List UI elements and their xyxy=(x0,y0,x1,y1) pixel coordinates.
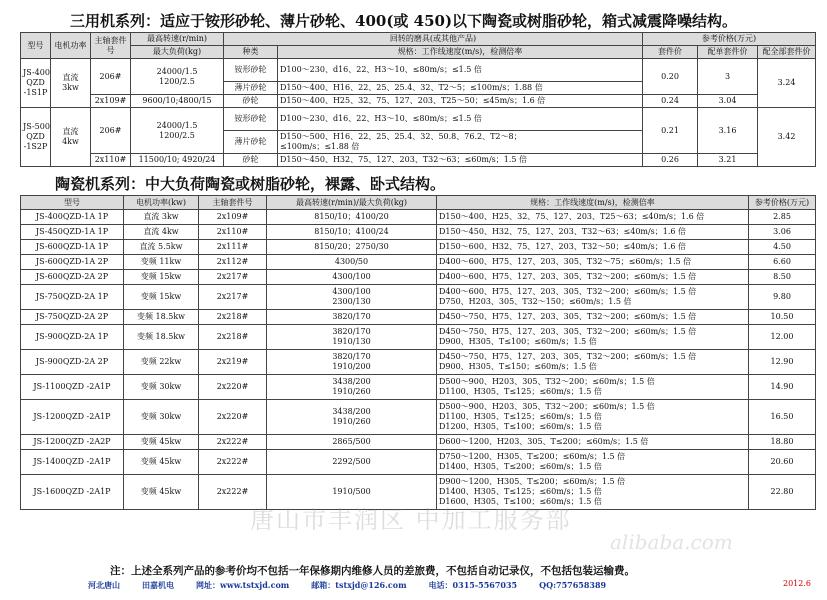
table2-row xyxy=(21,450,816,475)
price-cell: 14.90 xyxy=(749,375,816,400)
price-cell: 9.80 xyxy=(749,285,816,310)
model-cell: JS-1200QZD -2A1P xyxy=(21,400,124,435)
motor-cell: 变频 45kw xyxy=(124,475,199,510)
table1-title: 三用机系列：适应于铵形砂轮、薄片砂轮、400(或 450)以下陶瓷或树脂砂轮，箱式减震降噪结构。 xyxy=(70,12,738,30)
motor-cell: 变频 45kw xyxy=(124,435,199,450)
speed-load-cell: 24000/1.5 1200/2.5 xyxy=(131,59,224,95)
col-kind: 种类 xyxy=(224,46,278,59)
set-price-cell: 0.20 xyxy=(643,59,698,95)
speed-cell: 2292/500 xyxy=(267,450,437,475)
model-cell: JS-400 QZD -1S1P xyxy=(21,59,51,108)
kind-cell: 薄片砂轮 xyxy=(224,131,278,154)
motor-cell: 变频 11kw xyxy=(124,255,199,270)
model-cell: JS-1400QZD -2A1P xyxy=(21,450,124,475)
spec-cell: D150～600、H32、75、127、203、T32～50；≤40m/s；1.6 倍 xyxy=(437,240,749,255)
table2-row xyxy=(21,435,816,450)
motor-cell: 变频 15kw xyxy=(124,285,199,310)
spec-cell: D400～600、H75、127、203、305、T32～75；≤60m/s；1.5 倍 xyxy=(437,255,749,270)
table1-row xyxy=(21,108,816,131)
document-date: 2012.6 xyxy=(783,579,811,588)
contact-item: QQ:757658389 xyxy=(539,580,607,590)
spec-cell: D400～600、H75、127、203、305、T32～200；≤60m/s；1.5 倍 xyxy=(437,270,749,285)
speed-cell: 8150/20；2750/30 xyxy=(267,240,437,255)
col-model: 型号 xyxy=(21,33,51,59)
speed-cell: 8150/10；4100/24 xyxy=(267,225,437,240)
model-cell: JS-600QZD-1A 2P xyxy=(21,255,124,270)
price-cell: 12.90 xyxy=(749,350,816,375)
motor-cell: 变频 18.5kw xyxy=(124,310,199,325)
spec-cell: D100～230、d16、22、H3～10、≤80m/s；≤1.5 倍 xyxy=(278,59,643,82)
col-all-set-price: 配全部套件价 xyxy=(758,46,816,59)
model-cell: JS-500 QZD -1S2P xyxy=(21,108,51,167)
price-cell: 8.50 xyxy=(749,270,816,285)
spec-cell: D100～230、d16、22、H3～10、≤80m/s；≤1.5 倍 xyxy=(278,108,643,131)
table2-row xyxy=(21,210,816,225)
table2-row xyxy=(21,400,816,435)
spindle-cell: 2x219# xyxy=(199,350,267,375)
price-cell: 6.60 xyxy=(749,255,816,270)
spec-cell: D150～400、H25、32、75、127、203、T25～50；≤45m/s；1.6 倍 xyxy=(278,95,643,108)
spec-cell: D450～750、H75、127、203、305、T32～200；≤60m/s；1.5 倍 xyxy=(437,310,749,325)
model-cell: JS-900QZD-2A 1P xyxy=(21,325,124,350)
motor-cell: 变频 45kw xyxy=(124,450,199,475)
motor-cell: 变频 22kw xyxy=(124,350,199,375)
speed-cell: 4300/100 2300/130 xyxy=(267,285,437,310)
table2-header-4: 规格：工作线速度(m/s)，检测倍率 xyxy=(437,196,749,210)
kind-cell: 铵形砂轮 xyxy=(224,59,278,82)
spindle-cell: 2x218# xyxy=(199,325,267,350)
col-with-set-price: 配单套件价 xyxy=(698,46,758,59)
motor-cell: 直流 5.5kw xyxy=(124,240,199,255)
spec-cell: D150～400、H25、32、75、127、203、T25～63；≤40m/s；1.6 倍 xyxy=(437,210,749,225)
kind-cell: 砂轮 xyxy=(224,95,278,108)
table2-row xyxy=(21,270,816,285)
speed-cell: 1910/500 xyxy=(267,475,437,510)
spec-cell: D600～1200、H203、305、T≤200；≤60m/s；1.5 倍 xyxy=(437,435,749,450)
contact-item: 河北唐山 xyxy=(88,580,120,590)
col-spec: 规格：工作线速度(m/s)，检测倍率 xyxy=(278,46,643,59)
speed-load-cell: 11500/10; 4920/24 xyxy=(131,154,224,167)
col-abrasive: 回转的磨具(或其他产品) xyxy=(224,33,643,46)
watermark-site: alibaba.com xyxy=(610,530,733,554)
speed-cell: 3438/200 1910/260 xyxy=(267,375,437,400)
spec-cell: D150～500、H16、22、25、25.4、32、50.8、76.2、T2～8； ≤100m/s；≤1.88 倍 xyxy=(278,131,643,154)
col-set-price: 套件价 xyxy=(643,46,698,59)
motor-cell: 变频 18.5kw xyxy=(124,325,199,350)
spindle-cell: 206# xyxy=(91,59,131,95)
spec-cell: D750～1200、H305、T≤200；≤60m/s；1.5 倍 D1400、H305、T≤200；≤60m/s；1.5 倍 xyxy=(437,450,749,475)
footnote: 注：上述全系列产品的参考价均不包括一年保修期内维修人员的差旅费，不包括自动记录仪，不包括包装运输费。 xyxy=(110,565,635,577)
spec-cell: D450～750、H75、127、203、305、T32～200；≤60m/s；1.5 倍 D900、H305、T≤150；≤60m/s；1.5 倍 xyxy=(437,350,749,375)
motor-cell: 直流 4kw xyxy=(51,108,91,167)
speed-cell: 4300/50 xyxy=(267,255,437,270)
spec-cell: D450～750、H75、127、203、305、T32～200；≤60m/s；1.5 倍 D900、H305、T≤100；≤60m/s；1.5 倍 xyxy=(437,325,749,350)
contact-item: 网址：www.tstxjd.com xyxy=(196,580,290,590)
spec-cell: D900～1200、H305、T≤200；≤60m/s；1.5 倍 D1400、H305、T≤125；≤60m/s；1.5 倍 D1600、H305、T≤100；≤60m/s；1.5 倍 xyxy=(437,475,749,510)
model-cell: JS-750QZD-2A 1P xyxy=(21,285,124,310)
model-cell: JS-600QZD-1A 1P xyxy=(21,240,124,255)
table2-row xyxy=(21,325,816,350)
speed-load-cell: 24000/1.5 1200/2.5 xyxy=(131,108,224,154)
table2-row xyxy=(21,475,816,510)
col-motor: 电机功率 xyxy=(51,33,91,59)
table2-header-3: 最高转速(r/min)/最大负荷(kg) xyxy=(267,196,437,210)
col-spindle: 主轴套件号 xyxy=(91,33,131,59)
motor-cell: 变频 15kw xyxy=(124,270,199,285)
spindle-cell: 2x220# xyxy=(199,400,267,435)
price-cell: 3.06 xyxy=(749,225,816,240)
speed-cell: 4300/100 xyxy=(267,270,437,285)
spindle-cell: 2x217# xyxy=(199,285,267,310)
spec-cell: D500～900、H203、305、T32～200；≤60m/s；1.5 倍 D1100、H305、T≤125；≤60m/s；1.5 倍 xyxy=(437,375,749,400)
spec-cell: D150～450、H32、75、127、203、T32～63；≤40m/s；1.6 倍 xyxy=(437,225,749,240)
contact-item: 田嘉机电 xyxy=(142,580,174,590)
price-cell: 16.50 xyxy=(749,400,816,435)
price-cell: 12.00 xyxy=(749,325,816,350)
speed-cell: 3820/170 xyxy=(267,310,437,325)
all-set-price-cell: 3.24 xyxy=(758,59,816,108)
set-price-cell: 0.21 xyxy=(643,108,698,154)
speed-cell: 8150/10；4100/20 xyxy=(267,210,437,225)
watermark-text: 唐山市丰润区 中加工服务部 xyxy=(250,506,572,534)
spindle-cell: 2x217# xyxy=(199,270,267,285)
ceramic-machine-table xyxy=(20,195,816,510)
kind-cell: 砂轮 xyxy=(224,154,278,167)
speed-cell: 3820/170 1910/130 xyxy=(267,325,437,350)
set-price-cell: 0.26 xyxy=(643,154,698,167)
with-set-price-cell: 3 xyxy=(698,59,758,95)
col-max-speed: 最高转速(r/min) xyxy=(131,33,224,46)
contact-item: 电话：0315-5567035 xyxy=(428,580,518,590)
spindle-cell: 2x110# xyxy=(199,225,267,240)
price-cell: 10.50 xyxy=(749,310,816,325)
model-cell: JS-1200QZD -2A2P xyxy=(21,435,124,450)
kind-cell: 薄片砂轮 xyxy=(224,82,278,95)
with-set-price-cell: 3.04 xyxy=(698,95,758,108)
table2-row xyxy=(21,310,816,325)
table2-row xyxy=(21,225,816,240)
table2-header-0: 型号 xyxy=(21,196,124,210)
all-set-price-cell: 3.42 xyxy=(758,108,816,167)
motor-cell: 直流 3kw xyxy=(51,59,91,108)
contact-line xyxy=(88,580,628,591)
model-cell: JS-400QZD-1A 1P xyxy=(21,210,124,225)
spindle-cell: 2x220# xyxy=(199,375,267,400)
spindle-cell: 2x111# xyxy=(199,240,267,255)
speed-cell: 2865/500 xyxy=(267,435,437,450)
price-cell: 22.80 xyxy=(749,475,816,510)
table2-row xyxy=(21,350,816,375)
table2-header-5: 参考价格(万元) xyxy=(749,196,816,210)
model-cell: JS-900QZD-2A 2P xyxy=(21,350,124,375)
speed-load-cell: 9600/10;4800/15 xyxy=(131,95,224,108)
spec-cell: D150～450、H32、75、127、203、T32～63；≤60m/s；1.5 倍 xyxy=(278,154,643,167)
set-price-cell: 0.24 xyxy=(643,95,698,108)
spindle-cell: 2x222# xyxy=(199,450,267,475)
spec-cell: D150～400、H16、22、25、25.4、32、T2～5；≤100m/s；1.88 倍 xyxy=(278,82,643,95)
model-cell: JS-450QZD-1A 1P xyxy=(21,225,124,240)
three-use-machine-table xyxy=(20,32,816,167)
model-cell: JS-750QZD-2A 2P xyxy=(21,310,124,325)
speed-cell: 3820/170 1910/200 xyxy=(267,350,437,375)
spindle-cell: 2x109# xyxy=(91,95,131,108)
table2-row xyxy=(21,285,816,310)
table1-row xyxy=(21,95,816,108)
with-set-price-cell: 3.16 xyxy=(698,108,758,154)
motor-cell: 直流 3kw xyxy=(124,210,199,225)
spindle-cell: 2x110# xyxy=(91,154,131,167)
table2-row xyxy=(21,255,816,270)
spindle-cell: 206# xyxy=(91,108,131,154)
price-cell: 20.60 xyxy=(749,450,816,475)
table2-header-2: 主轴套件号 xyxy=(199,196,267,210)
spindle-cell: 2x222# xyxy=(199,475,267,510)
spec-cell: D400～600、H75、127、203、305、T32～200；≤60m/s；1.5 倍 D750、H203、305、T32～150；≤60m/s；1.5 倍 xyxy=(437,285,749,310)
motor-cell: 变频 30kw xyxy=(124,375,199,400)
spindle-cell: 2x109# xyxy=(199,210,267,225)
price-cell: 2.85 xyxy=(749,210,816,225)
spindle-cell: 2x218# xyxy=(199,310,267,325)
spindle-cell: 2x112# xyxy=(199,255,267,270)
model-cell: JS-1600QZD -2A1P xyxy=(21,475,124,510)
model-cell: JS-1100QZD -2A1P xyxy=(21,375,124,400)
model-cell: JS-600QZD-2A 2P xyxy=(21,270,124,285)
price-cell: 4.50 xyxy=(749,240,816,255)
table2-header-1: 电机功率(kw) xyxy=(124,196,199,210)
kind-cell: 铵形砂轮 xyxy=(224,108,278,131)
motor-cell: 变频 30kw xyxy=(124,400,199,435)
table2-title: 陶瓷机系列：中大负荷陶瓷或树脂砂轮，裸露、卧式结构。 xyxy=(55,175,446,193)
with-set-price-cell: 3.21 xyxy=(698,154,758,167)
col-ref-price: 参考价格(万元) xyxy=(643,33,816,46)
contact-item: 邮箱：tstxjd@126.com xyxy=(311,580,407,590)
speed-cell: 3438/200 1910/260 xyxy=(267,400,437,435)
spindle-cell: 2x222# xyxy=(199,435,267,450)
spec-cell: D500～900、H203、305、T32～200；≤60m/s；1.5 倍 D1100、H305、T≤125；≤60m/s；1.5 倍 D1200、H305、T≤100；≤60m/s；1.5 倍 xyxy=(437,400,749,435)
table2-row xyxy=(21,240,816,255)
table2-row xyxy=(21,375,816,400)
table1-row xyxy=(21,59,816,82)
col-max-load: 最大负荷(kg) xyxy=(131,46,224,59)
motor-cell: 直流 4kw xyxy=(124,225,199,240)
price-cell: 18.80 xyxy=(749,435,816,450)
table1-row xyxy=(21,154,816,167)
